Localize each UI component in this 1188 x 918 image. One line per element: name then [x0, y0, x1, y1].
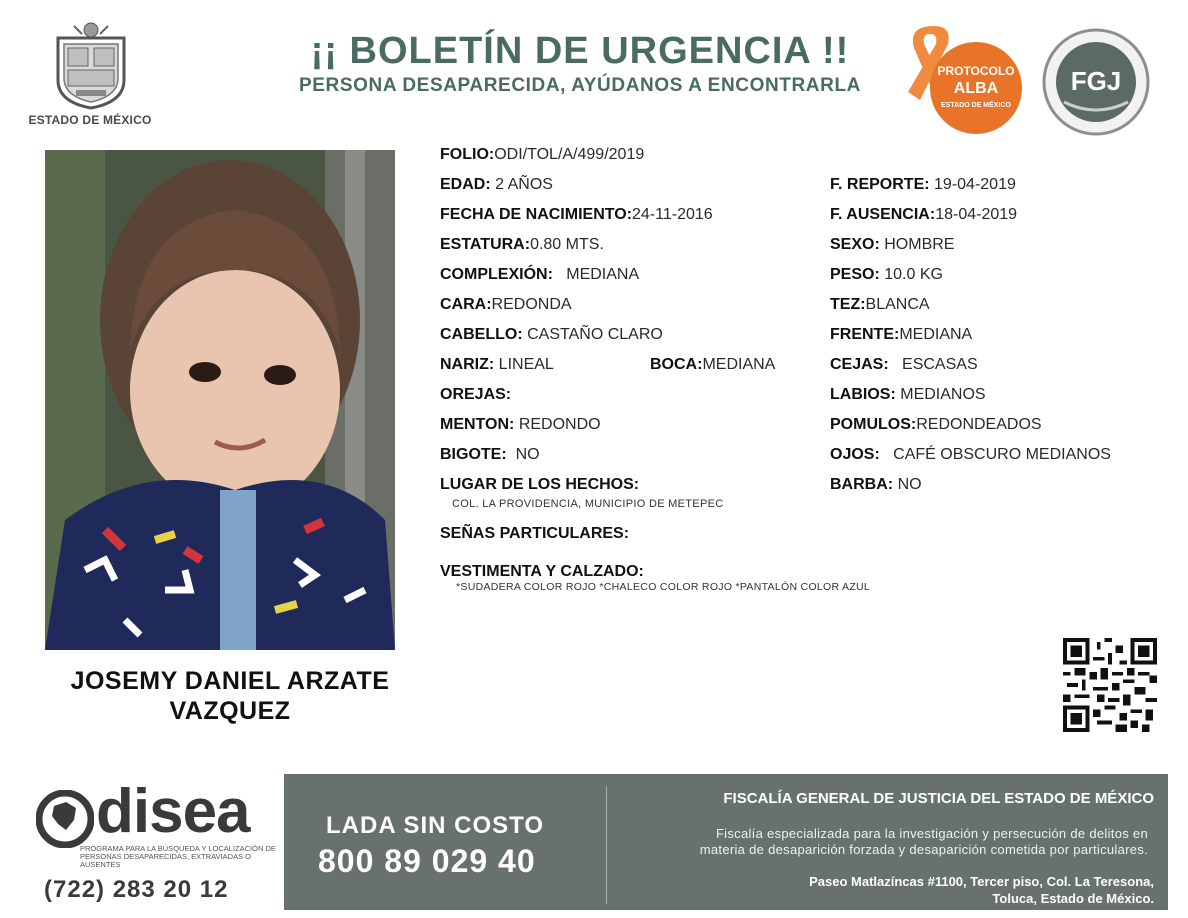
- field-cabello: CABELLO: CASTAÑO CLARO: [440, 326, 663, 343]
- person-name: JOSEMY DANIEL ARZATE VAZQUEZ: [70, 667, 390, 725]
- fgj-description: [618, 826, 1148, 858]
- field-menton: MENTON: REDONDO: [440, 416, 601, 433]
- footer-divider: [606, 786, 607, 904]
- lada-phone-number[interactable]: 800 89 029 40: [318, 843, 536, 879]
- protocolo-alba-logo: [930, 42, 1022, 134]
- field-lugar-hechos-value: COL. LA PROVIDENCIA, MUNICIPIO DE METEPEC: [452, 498, 724, 510]
- field-orejas: OREJAS:: [440, 386, 512, 403]
- estado-de-mexico-seal-icon: [52, 20, 130, 110]
- field-fecha-nacimiento: FECHA DE NACIMIENTO:24-11-2016: [440, 206, 713, 223]
- field-cara: CARA:REDONDA: [440, 296, 572, 313]
- field-f-ausencia: F. AUSENCIA:18-04-2019: [830, 206, 1018, 223]
- odisea-logo-text: disea: [96, 777, 250, 846]
- fgj-description-line-1: Fiscalía especializada para la investigación y persecución de delitos en: [715, 826, 1148, 841]
- odisea-description: PROGRAMA PARA LA BÚSQUEDA Y LOCALIZACIÓN DE PERSONAS DESAPARECIDAS, EXTRAVIADAS O AUSENTES: [80, 844, 276, 869]
- field-sexo: SEXO: HOMBRE: [830, 236, 955, 253]
- fgj-description-line-2: materia de desaparición forzada y desaparición cometida por particulares.: [699, 842, 1148, 857]
- field-complexion: COMPLEXIÓN: MEDIANA: [440, 266, 640, 283]
- field-folio: FOLIO:ODI/TOL/A/499/2019: [440, 146, 645, 163]
- fgj-address-line-1: Paseo Matlazíncas #1100, Tercer piso, Col. La Teresona,: [809, 874, 1154, 889]
- field-barba: BARBA: NO: [830, 476, 922, 493]
- field-peso: PESO: 10.0 KG: [830, 266, 943, 283]
- field-pomulos: POMULOS:REDONDEADOS: [830, 416, 1042, 433]
- state-name: ESTADO DE MÉXICO: [28, 113, 152, 127]
- field-bigote: BIGOTE: NO: [440, 446, 540, 463]
- field-edad: EDAD: 2 AÑOS: [440, 176, 553, 193]
- field-estatura: ESTATURA:0.80 MTS.: [440, 236, 604, 253]
- alba-line-3: ESTADO DE MÉXICO: [941, 102, 1011, 109]
- fgj-logo-text: FGJ: [1070, 66, 1122, 96]
- odisea-map-pin-icon: [36, 790, 94, 848]
- field-lugar-hechos-label: LUGAR DE LOS HECHOS:: [440, 476, 640, 493]
- fgj-address: [618, 873, 1154, 907]
- field-frente: FRENTE:MEDIANA: [830, 326, 973, 343]
- field-vestimenta-label: VESTIMENTA Y CALZADO:: [440, 563, 644, 580]
- qr-code-icon[interactable]: [1063, 638, 1157, 732]
- fgj-title: FISCALÍA GENERAL DE JUSTICIA DEL ESTADO DE MÉXICO: [723, 790, 1154, 807]
- field-ojos: OJOS: CAFÉ OBSCURO MEDIANOS: [830, 446, 1111, 463]
- odisea-phone[interactable]: (722) 283 20 12: [44, 876, 229, 903]
- field-nariz: NARIZ: LINEAL: [440, 356, 554, 373]
- alba-line-1: PROTOCOLO: [937, 64, 1015, 78]
- field-cejas: CEJAS: ESCASAS: [830, 356, 978, 373]
- bulletin-subtitle: PERSONA DESAPARECIDA, AYÚDANOS A ENCONTRARLA: [299, 75, 861, 96]
- fgj-seal-icon: [1042, 28, 1150, 136]
- field-vestimenta-value: *SUDADERA COLOR ROJO *CHALECO COLOR ROJO *PANTALÓN COLOR AZUL: [456, 581, 871, 593]
- field-labios: LABIOS: MEDIANOS: [830, 386, 986, 403]
- missing-person-photo: [45, 150, 395, 650]
- field-boca: BOCA:MEDIANA: [650, 356, 776, 373]
- fgj-address-line-2: Toluca, Estado de México.: [992, 891, 1154, 906]
- lada-sin-costo-label: LADA SIN COSTO: [326, 812, 545, 839]
- bulletin-title: ¡¡ BOLETÍN DE URGENCIA !!: [310, 30, 850, 72]
- field-f-reporte: F. REPORTE: 19-04-2019: [830, 176, 1016, 193]
- field-tez: TEZ:BLANCA: [830, 296, 930, 313]
- field-senas-label: SEÑAS PARTICULARES:: [440, 525, 630, 542]
- alba-line-2: ALBA: [953, 80, 999, 97]
